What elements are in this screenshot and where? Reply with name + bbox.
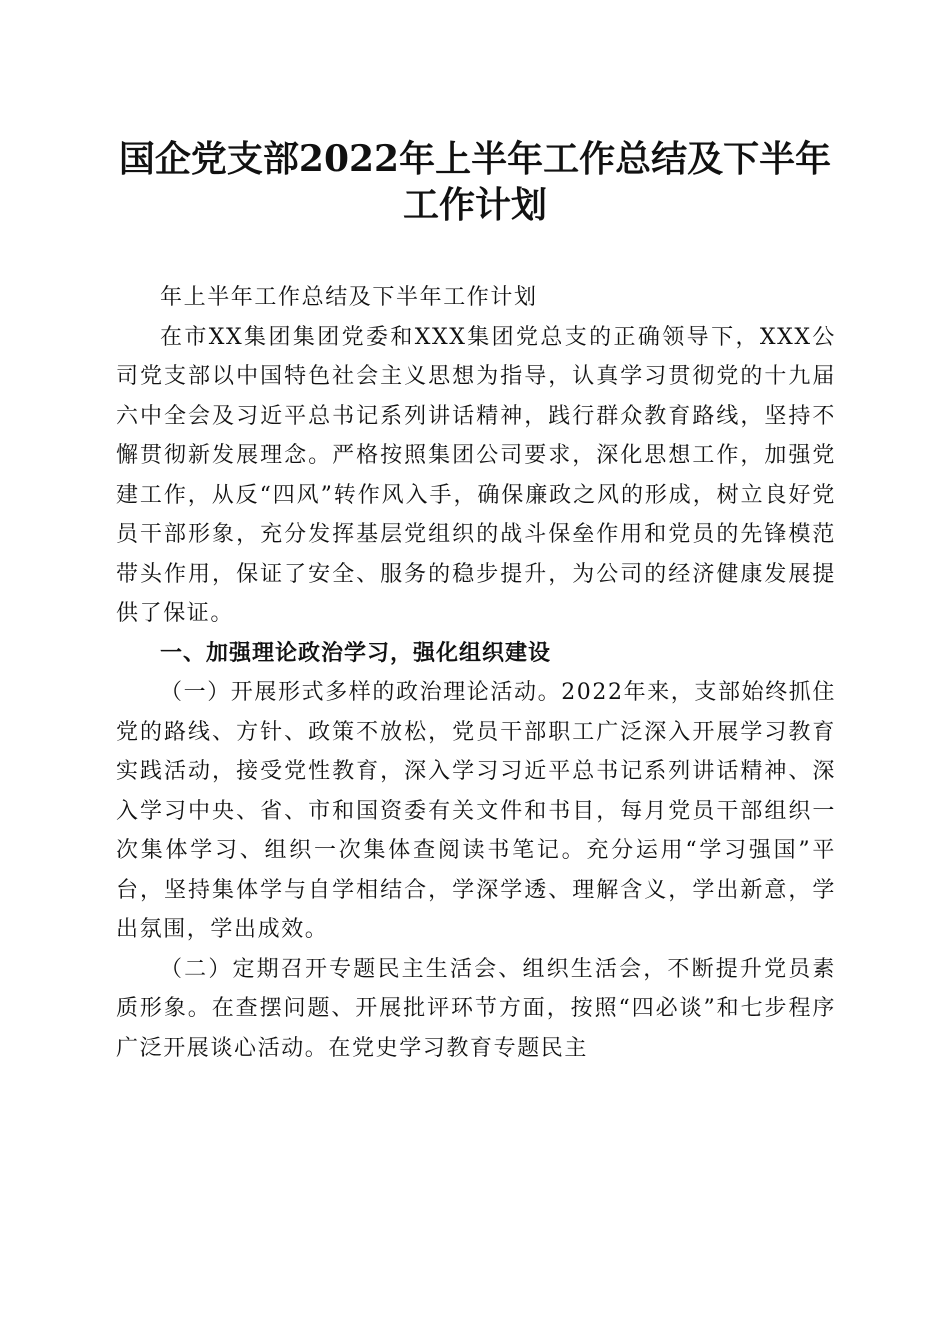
document-title <box>100 136 850 228</box>
document-body <box>116 278 836 1068</box>
section-1-item-2: （二）定期召开专题民主生活会、组织生活会，不断提升党员素质形象。在查摆问题、开展批评环节方面，按照“四必谈”和七步程序广泛开展谈心活动。在党史学习教育专题民主 <box>116 956 836 1061</box>
section-1-item-1: （一）开展形式多样的政治理论活动。2022年来，支部始终抓住党的路线、方针、政策不放松，党员干部职工广泛深入开展学习教育实践活动，接受党性教育，深入学习习近平总书记系列讲话精神、深入学习中央、省、市和国资委有关文件和书目，每月党员干部组织一次集体学习、组织一次集体查阅读书笔记。充分运用“学习强国”平台，坚持集体学与自学相结合，学深学透、理解含义，学出新意，学出氛围，学出成效。 <box>116 680 836 942</box>
intro-paragraph: 在市XX集团集团党委和XXX集团党总支的正确领导下，XXX公司党支部以中国特色社会主义思想为指导，认真学习贯彻党的十九届六中全会及习近平总书记系列讲话精神，践行群众教育路线，坚持不懈贯彻新发展理念。严格按照集团公司要求，深化思想工作，加强党建工作，从反“四风”转作风入手，确保廉政之风的形成，树立良好党员干部形象，充分发挥基层党组织的战斗保垒作用和党员的先锋模范带头作用，保证了安全、服务的稳步提升，为公司的经济健康发展提供了保证。 <box>116 324 836 626</box>
section-1-heading: 一、加强理论政治学习，强化组织建设 <box>160 640 552 666</box>
subtitle-paragraph: 年上半年工作总结及下半年工作计划 <box>160 285 538 310</box>
title-line-1: 国企党支部2022年上半年工作总结及下半年 <box>118 138 832 180</box>
title-line-2: 工作计划 <box>402 184 547 226</box>
